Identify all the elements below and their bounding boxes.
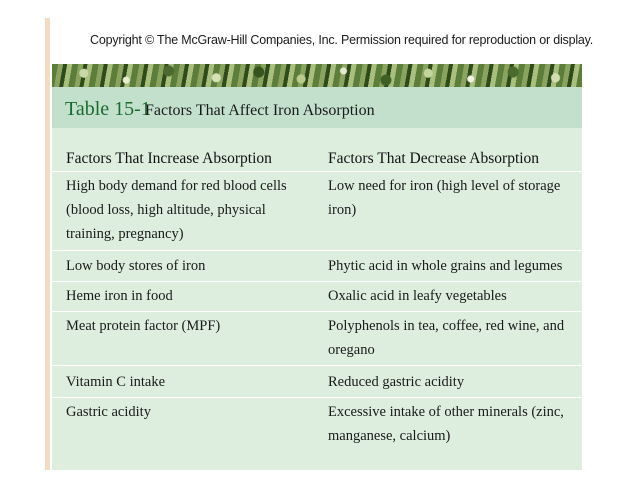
row-5-decrease: Reduced gastric acidity	[328, 374, 465, 390]
table-title-bar	[52, 87, 582, 128]
iron-absorption-table	[52, 87, 582, 470]
copyright-notice: Copyright © The McGraw-Hill Companies, Inc. Permission required for reproduction or display.	[90, 33, 594, 47]
row-6-increase: Gastric acidity	[66, 404, 151, 420]
row-4-increase: Meat protein factor (MPF)	[66, 318, 221, 334]
column-header-increase: Factors That Increase Absorption	[66, 150, 272, 167]
row-2-decrease: Phytic acid in whole grains and legumes	[328, 258, 563, 274]
row-5-increase: Vitamin C intake	[66, 374, 166, 390]
left-accent-stripe	[45, 18, 50, 470]
row-divider	[52, 311, 582, 312]
foliage-banner-image	[52, 64, 582, 87]
table-number: Table 15-1	[65, 98, 151, 120]
row-divider	[52, 365, 582, 366]
table-title: Factors That Affect Iron Absorption	[145, 102, 375, 119]
row-divider	[52, 250, 582, 251]
row-3-increase: Heme iron in food	[66, 288, 173, 304]
header-divider	[52, 171, 582, 172]
row-1-increase: High body demand for red blood cells (blood loss, high altitude, physical training, pregnancy)	[66, 178, 287, 242]
row-divider	[52, 397, 582, 398]
row-1-decrease: Low need for iron (high level of storage iron)	[328, 178, 561, 218]
row-2-increase: Low body stores of iron	[66, 258, 206, 274]
row-3-decrease: Oxalic acid in leafy vegetables	[328, 288, 507, 304]
row-6-decrease: Excessive intake of other minerals (zinc, manganese, calcium)	[328, 404, 564, 444]
row-divider	[52, 281, 582, 282]
column-header-decrease: Factors That Decrease Absorption	[328, 150, 540, 167]
row-4-decrease: Polyphenols in tea, coffee, red wine, and oregano	[328, 318, 565, 358]
